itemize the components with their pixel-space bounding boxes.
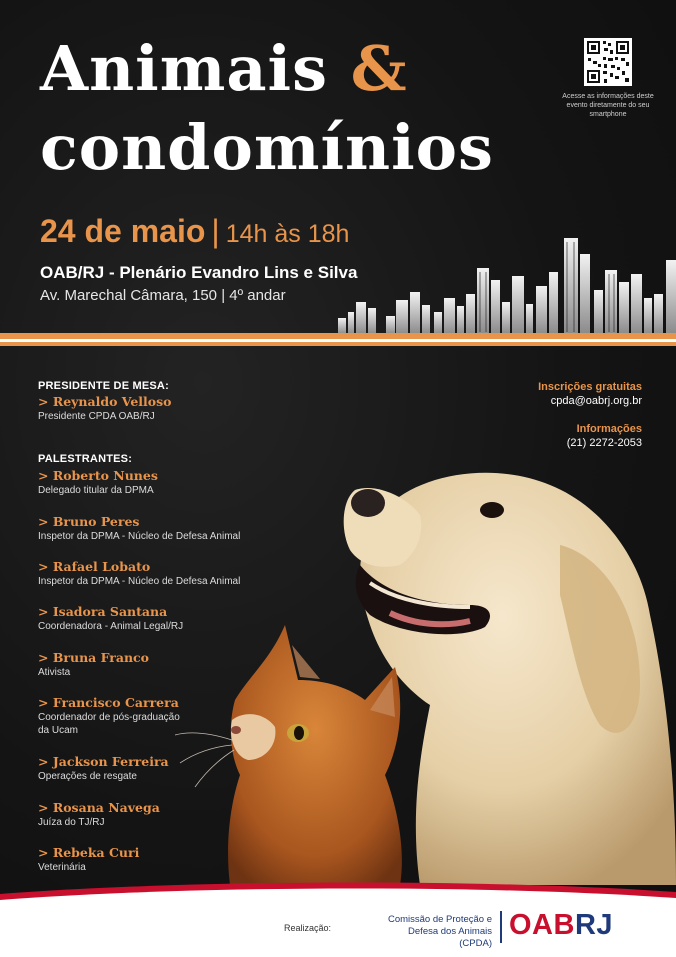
logo-oab: OAB [509,909,575,941]
title-word-animais: Animais [40,32,328,105]
president-name: > Reynaldo Velloso [38,394,172,409]
contact-info [567,422,642,450]
speaker-name: > Francisco Carrera [38,695,179,710]
dog-eye [480,502,504,518]
event-venue: OAB/RJ - Plenário Evandro Lins e Silva [40,263,358,282]
president-label: PRESIDENTE DE MESA: [38,380,169,392]
speaker-name: > Rebeka Curi [38,845,140,860]
speaker-entry [38,468,278,497]
president-role: Presidente CPDA OAB/RJ [38,411,155,422]
city-skyline-icon [330,230,676,334]
cat-nose [231,726,241,734]
speaker-entry [38,514,278,543]
title-line-1 [40,32,408,105]
speaker-name: > Roberto Nunes [38,468,158,483]
event-address: Av. Marechal Câmara, 150 | 4º andar [40,287,286,304]
speaker-entry [38,845,278,874]
president-entry [38,394,278,423]
title-line-2: condomínios [40,111,494,184]
information-title: Informações [576,423,642,435]
speaker-entry [38,559,278,588]
dog-nose [351,489,385,517]
information-phone[interactable]: (21) 2272-2053 [566,437,642,449]
speaker-name: > Jackson Ferreira [38,754,169,769]
title-ampersand: & [350,32,408,105]
date-separator: | [211,213,220,249]
speaker-name: > Rosana Navega [38,800,160,815]
committee-name [380,914,492,950]
speaker-role: Delegado titular da DPMA [38,485,154,496]
speaker-role: Operações de resgate [38,771,137,782]
orange-divider-bottom [0,342,676,346]
speaker-entry [38,604,278,633]
speaker-role: Juíza do TJ/RJ [38,817,105,828]
date-time-line [40,215,349,247]
speaker-entry [38,695,188,737]
registration-info [538,380,642,408]
speaker-role: Coordenador de pós-graduação da Ucam [38,712,180,736]
committee-line-2: Defesa dos Animais (CPDA) [408,926,492,949]
speaker-role: Inspetor da DPMA - Núcleo de Defesa Animal [38,576,241,587]
registration-title: Inscrições gratuitas [538,381,642,393]
speaker-name: > Bruno Peres [38,514,140,529]
speaker-entry [38,800,278,829]
committee-line-1: Comissão de Proteção e [387,914,492,925]
qr-code-icon[interactable] [584,38,632,86]
speaker-role: Ativista [38,667,71,678]
speakers-label: PALESTRANTES: [38,453,133,465]
speaker-entry [38,754,278,783]
oabrj-logo [509,909,613,942]
speaker-name: > Rafael Lobato [38,559,151,574]
qr-caption: Acesse as informações deste evento diretamente do seu smartphone [562,93,654,118]
speaker-name: > Bruna Franco [38,650,149,665]
logo-rj: RJ [574,909,614,941]
speaker-role: Veterinária [38,862,86,873]
logo-divider [500,911,502,943]
speaker-entry [38,650,278,679]
event-date: 24 de maio [40,213,206,249]
registration-email[interactable]: cpda@oabrj.org.br [550,395,642,407]
realizacao-label: Realização: [284,923,332,933]
speaker-role: Coordenadora - Animal Legal/RJ [38,621,184,632]
speaker-name: > Isadora Santana [38,604,168,619]
event-time: 14h às 18h [225,220,350,248]
speaker-role: Inspetor da DPMA - Núcleo de Defesa Animal [38,531,241,542]
